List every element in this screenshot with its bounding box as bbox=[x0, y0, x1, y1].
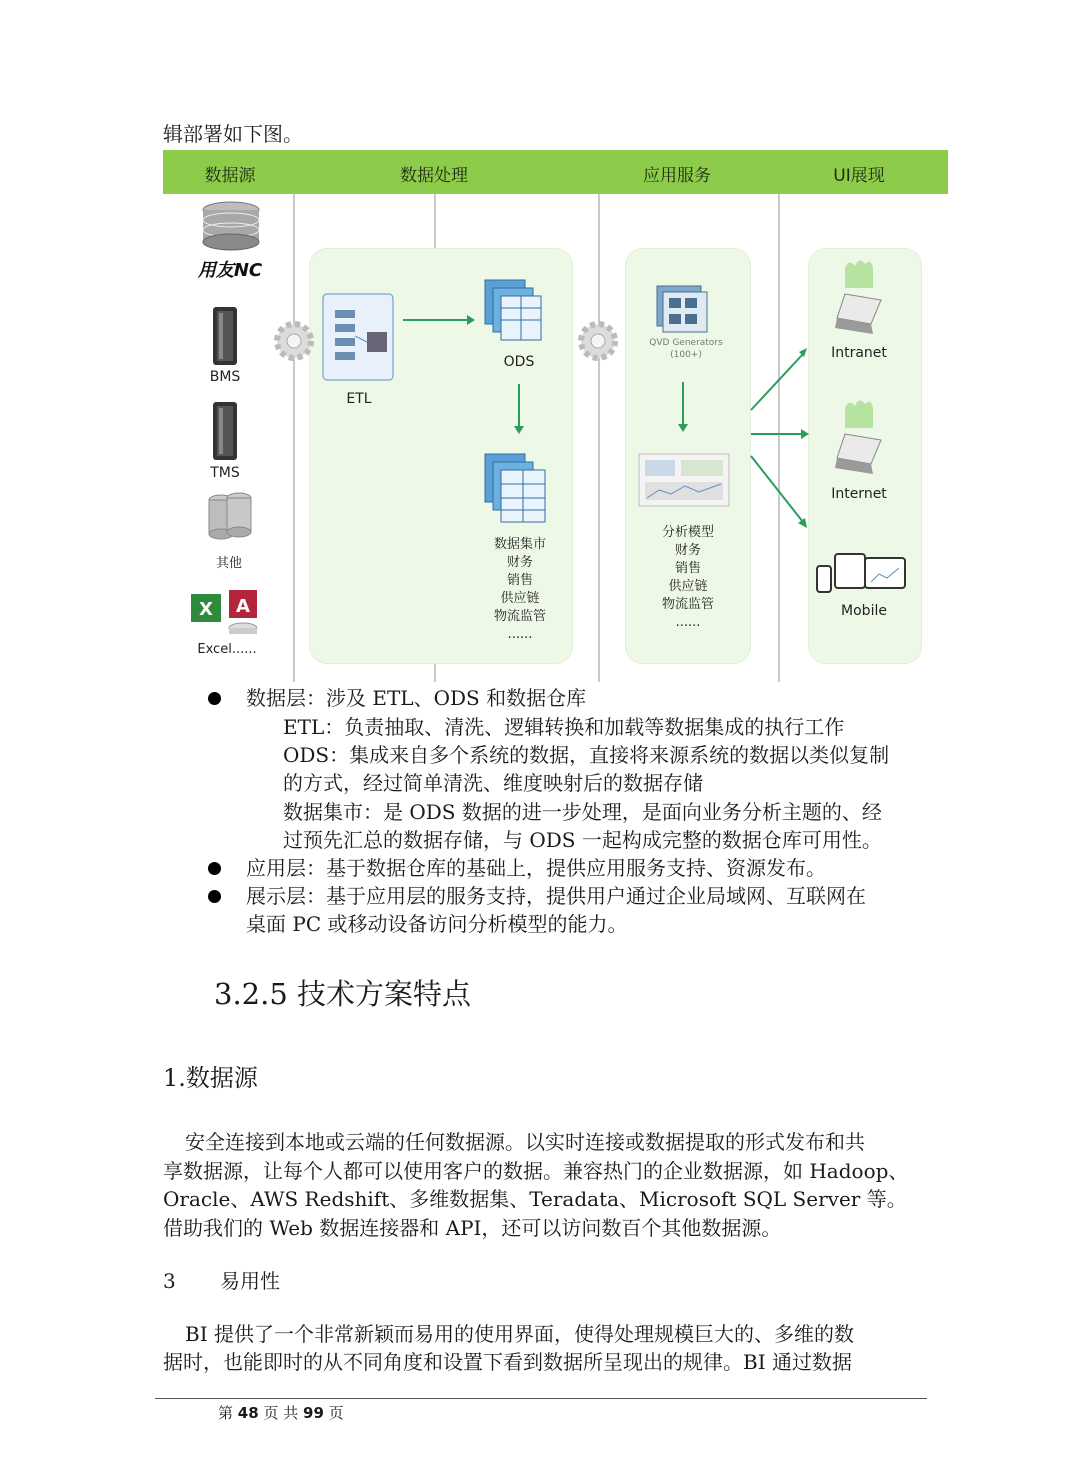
access-icon bbox=[225, 588, 263, 640]
list-item: ...... bbox=[507, 627, 533, 642]
internet-label: Internet bbox=[831, 486, 887, 502]
list-item: 供应链 bbox=[500, 591, 540, 606]
excel-icon bbox=[189, 590, 225, 626]
intranet-laptop-icon bbox=[831, 290, 885, 342]
etl-label: ETL bbox=[346, 391, 372, 407]
para1-line: Oracle、AWS Redshift、多维数据集、Teradata、Microsoft SQL Server 等。 bbox=[163, 1187, 907, 1211]
para2-line: 据时，也能即时的从不同角度和设置下看到数据所呈现出的规律。BI 通过数据 bbox=[163, 1350, 852, 1374]
intranet-label: Intranet bbox=[831, 345, 887, 361]
list-item: 销售 bbox=[506, 573, 534, 588]
para1-line: 安全连接到本地或云端的任何数据源。以实时连接或数据提取的形式发布和共 bbox=[185, 1130, 865, 1154]
footer-post: 页 bbox=[328, 1404, 344, 1422]
header-ui-display: UI展现 bbox=[833, 166, 885, 186]
bullet-display-layer-2: 桌面 PC 或移动设备访问分析模型的能力。 bbox=[246, 912, 628, 936]
page-footer bbox=[218, 1402, 344, 1423]
footer-mid: 页 共 bbox=[263, 1404, 299, 1422]
arrow-right-icon bbox=[399, 310, 479, 330]
list-item: 供应链 bbox=[668, 579, 708, 594]
para2-line: BI 提供了一个非常新颖而易用的使用界面，使得处理规模巨大的、多维的数 bbox=[185, 1322, 854, 1346]
data-mart-icon bbox=[481, 450, 551, 528]
internet-laptop-icon bbox=[831, 430, 885, 482]
diagram-header-bar bbox=[163, 150, 948, 194]
dashboard-icon bbox=[635, 450, 735, 510]
excel-label: Excel...... bbox=[197, 642, 257, 657]
tms-server-icon bbox=[209, 400, 241, 462]
para1-line: 享数据源，让每个人都可以使用客户的数据。兼容热门的企业数据源，如 Hadoop、 bbox=[163, 1159, 909, 1183]
ods-table-icon bbox=[481, 276, 551, 346]
footer-total: 99 bbox=[303, 1404, 324, 1422]
list-item: 财务 bbox=[506, 555, 534, 570]
svg-text:X: X bbox=[199, 599, 213, 620]
item3-number: 3 bbox=[163, 1269, 176, 1293]
bullet-data-layer: 数据层：涉及 ETL、ODS 和数据仓库 bbox=[246, 686, 587, 710]
gear-icon bbox=[575, 318, 621, 364]
mobile-label: Mobile bbox=[841, 603, 887, 619]
bullet-display-layer-1: 展示层：基于应用层的服务支持，提供用户通过企业局域网、互联网在 bbox=[246, 884, 866, 908]
list-item: 分析模型 bbox=[661, 525, 715, 540]
bullet-dot bbox=[208, 692, 221, 705]
item3-title: 易用性 bbox=[220, 1269, 280, 1293]
subsection-title: 1.数据源 bbox=[163, 1064, 258, 1092]
sub-ods-1: ODS：集成来自多个系统的数据，直接将来源系统的数据以类似复制 bbox=[283, 743, 890, 767]
qvd-label: QVD Generators bbox=[649, 338, 723, 348]
section-title: 3.2.5 技术方案特点 bbox=[214, 977, 472, 1011]
qvd-count: (100+) bbox=[670, 350, 702, 360]
list-item: 销售 bbox=[674, 561, 702, 576]
list-item: 财务 bbox=[674, 543, 702, 558]
fanout-arrows-icon bbox=[749, 346, 811, 532]
list-item: 物流监管 bbox=[493, 609, 547, 624]
analysis-model-list bbox=[662, 524, 714, 632]
bms-label: BMS bbox=[209, 369, 241, 385]
database-server-icon bbox=[199, 200, 263, 252]
ods-label: ODS bbox=[503, 354, 535, 370]
qlikview-cloud-icon bbox=[839, 254, 879, 290]
data-management-icon bbox=[321, 292, 397, 382]
footer-pre: 第 bbox=[218, 1404, 234, 1422]
bullet-dot bbox=[208, 862, 221, 875]
bms-server-icon bbox=[209, 305, 241, 367]
sub-mart-2: 过预先汇总的数据存储，与 ODS 一起构成完整的数据仓库可用性。 bbox=[283, 828, 882, 852]
header-app-service: 应用服务 bbox=[643, 166, 711, 186]
sub-etl: ETL：负责抽取、清洗、逻辑转换和加载等数据集成的执行工作 bbox=[283, 715, 845, 739]
arrow-down-icon bbox=[509, 382, 529, 438]
sub-ods-2: 的方式，经过简单清洗、维度映射后的数据存储 bbox=[283, 771, 703, 795]
column-divider bbox=[293, 194, 295, 682]
qvd-generator-icon bbox=[653, 282, 713, 336]
other-label: 其他 bbox=[215, 556, 243, 571]
footer-page: 48 bbox=[237, 1404, 259, 1422]
column-divider bbox=[598, 194, 600, 682]
para1-line: 借助我们的 Web 数据连接器和 API，还可以访问数百个其他数据源。 bbox=[163, 1216, 782, 1240]
arrow-down-icon bbox=[673, 380, 693, 436]
qlikview-cloud-icon bbox=[839, 394, 879, 430]
data-mart-list bbox=[494, 536, 546, 644]
list-item: 物流监管 bbox=[661, 597, 715, 612]
list-item: ...... bbox=[675, 615, 701, 630]
header-data-processing: 数据处理 bbox=[400, 166, 468, 186]
bullet-app-layer: 应用层：基于数据仓库的基础上，提供应用服务支持、资源发布。 bbox=[246, 856, 826, 880]
svg-text:A: A bbox=[236, 596, 250, 617]
database-stack-icon bbox=[203, 490, 255, 546]
header-data-source: 数据源 bbox=[204, 166, 256, 186]
intro-text: 辑部署如下图。 bbox=[163, 122, 303, 146]
list-item: 数据集市 bbox=[493, 537, 547, 552]
footer-rule bbox=[155, 1398, 927, 1399]
tms-label: TMS bbox=[210, 465, 240, 481]
sub-mart-1: 数据集市：是 ODS 数据的进一步处理，是面向业务分析主题的、经 bbox=[283, 800, 882, 824]
gear-icon bbox=[271, 318, 317, 364]
architecture-diagram bbox=[163, 150, 948, 682]
mobile-devices-icon bbox=[813, 548, 909, 596]
bullet-dot bbox=[208, 890, 221, 903]
yonyou-nc-logo: 用友NC bbox=[197, 260, 263, 281]
